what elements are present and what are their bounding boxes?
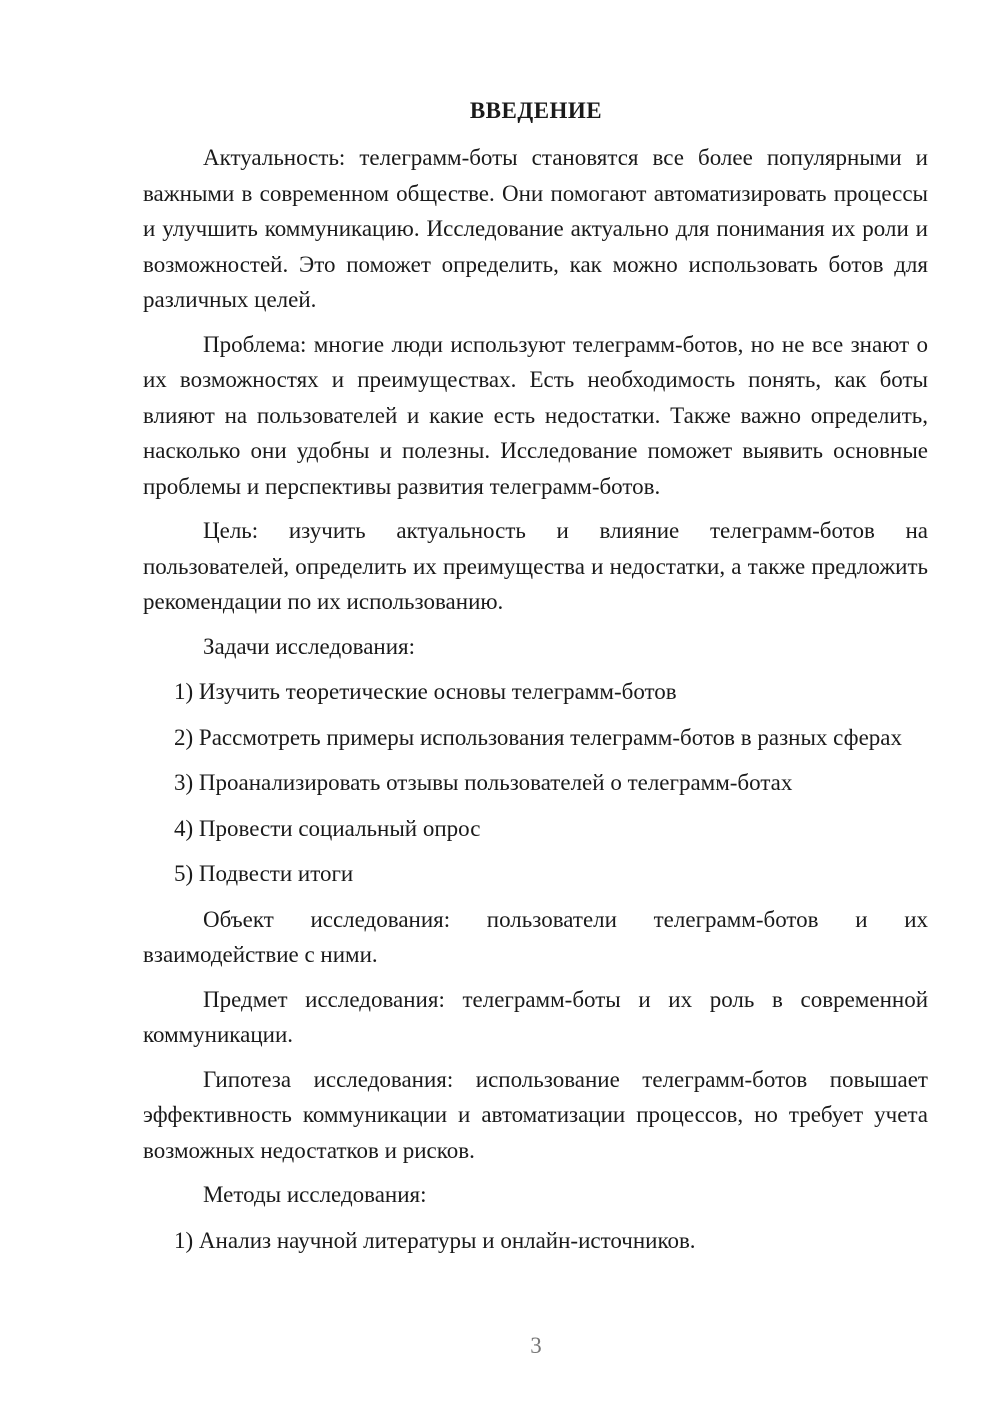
hypothesis-paragraph: Гипотеза исследования: использование телеграмм-ботов повышает эффективность коммуникации и автоматизации процессов, но требует учета возможных недостатков и рисков. <box>143 1066 928 1163</box>
problem-paragraph: Проблема: многие люди используют телеграмм-ботов, но не все знают о их возможностях и преимуществах. Есть необходимость понять, как боты влияют на пользователей и какие есть недостатки. Также важно определить, насколько они удобны и полезны. Исследование поможет выявить основные проблемы и перспективы развития телеграмм-ботов. <box>143 331 928 499</box>
methods-heading: Методы исследования: <box>203 1182 427 1207</box>
task-item-5: 5) Подвести итоги <box>174 861 354 886</box>
object-paragraph: Объект исследования: пользователи телеграмм-ботов и их взаимодействие с ними. <box>143 906 928 967</box>
relevance-paragraph: Актуальность: телеграмм-боты становятся все более популярными и важными в современном обществе. Они помогают автоматизировать процессы и улучшить коммуникацию. Исследование актуально для понимания их роли и возможностей. Это поможет определить, как можно использовать ботов для различных целей. <box>143 145 928 312</box>
subject-paragraph: Предмет исследования: телеграмм-боты и их роль в современной коммуникации. <box>143 986 928 1047</box>
task-item-1: 1) Изучить теоретические основы телеграмм-ботов <box>174 679 677 704</box>
task-item-2: 2) Рассмотреть примеры использования телеграмм-ботов в разных сферах <box>174 724 902 750</box>
tasks-heading: Задачи исследования: <box>203 633 416 659</box>
task-item-3: 3) Проанализировать отзывы пользователей о телеграмм-ботах <box>174 770 793 795</box>
task-item-4: 4) Провести социальный опрос <box>174 815 481 841</box>
method-item-1: 1) Анализ научной литературы и онлайн-источников. <box>174 1227 696 1253</box>
page-title: ВВЕДЕНИЕ <box>469 98 603 123</box>
document-body <box>143 140 928 1268</box>
goal-paragraph: Цель: изучить актуальность и влияние телеграмм-ботов на пользователей, определить их преимущества и недостатки, а также предложить рекомендации по их использованию. <box>143 518 928 614</box>
page-number: 3 <box>530 1333 542 1358</box>
